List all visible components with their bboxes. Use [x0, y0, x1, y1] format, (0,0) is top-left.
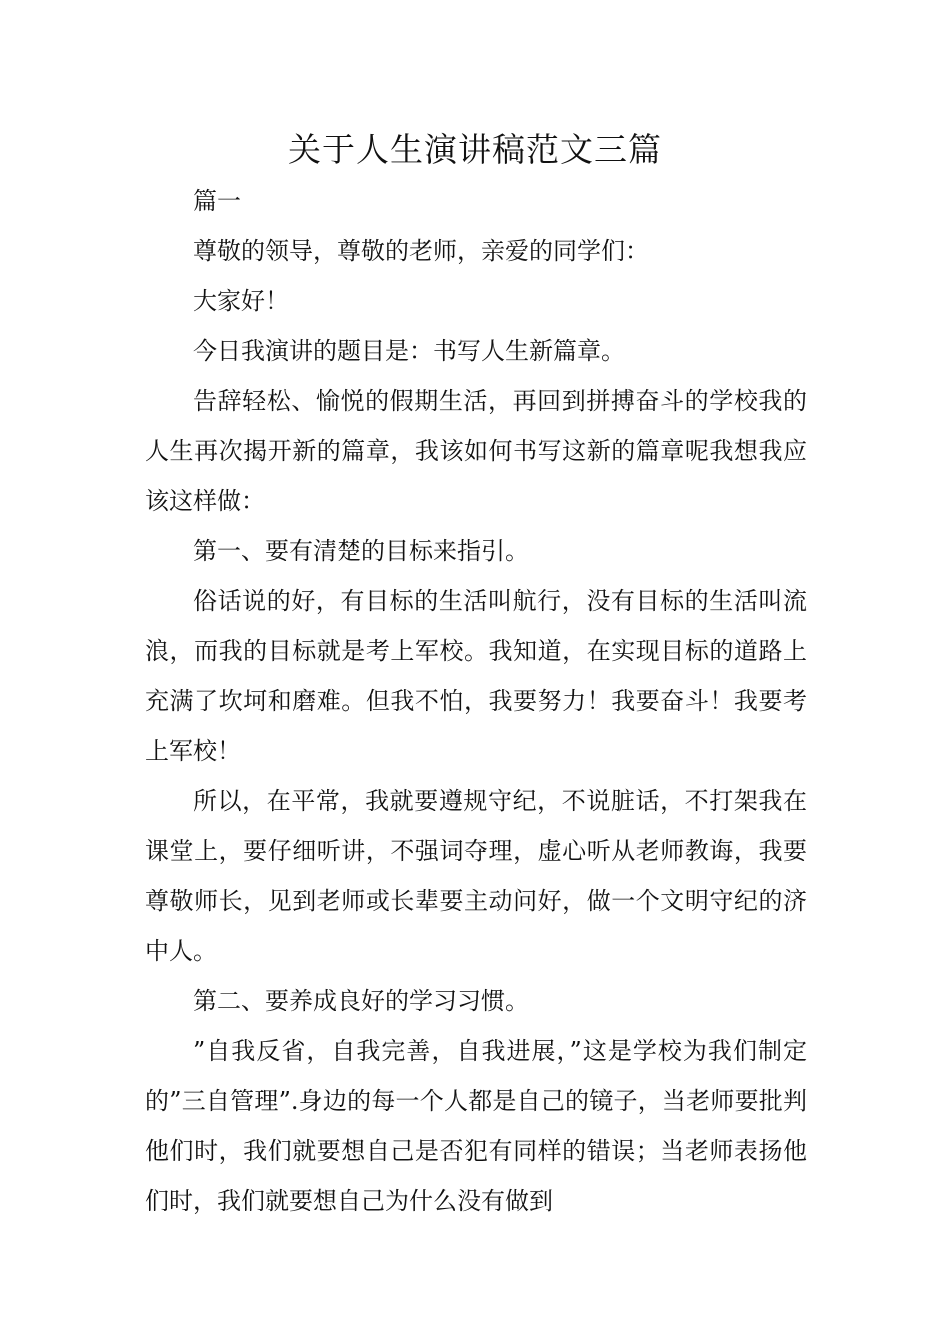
paragraph: 俗话说的好，有目标的生活叫航行，没有目标的生活叫流浪，而我的目标就是考上军校。我知道，在实现目标的道路上充满了坎坷和磨难。但我不怕，我要努力！我要奋斗！我要考上军校！: [145, 587, 807, 765]
paragraph: 告辞轻松、愉悦的假期生活，再回到拼搏奋斗的学校我的人生再次揭开新的篇章，我该如何书写这新的篇章呢我想我应该这样做：: [145, 387, 807, 515]
document-title: 关于人生演讲稿范文三篇: [288, 130, 662, 169]
paragraph: 第二、要养成良好的学习习惯。: [193, 987, 529, 1015]
paragraph: 篇一: [193, 187, 241, 215]
paragraph: 所以，在平常，我就要遵规守纪，不说脏话，不打架我在课堂上，要仔细听讲，不强词夺理，虚心听从老师教诲，我要尊敬师长，见到老师或长辈要主动问好，做一个文明守纪的济中人。: [145, 787, 807, 965]
document-body: [145, 176, 807, 1226]
paragraph: ”自我反省，自我完善，自我进展，”这是学校为我们制定的”三自管理”.身边的每一个人都是自己的镜子，当老师要批判他们时，我们就要想自己是否犯有同样的错误；当老师表扬他们时，我们就要想自己为什么没有做到: [145, 1037, 807, 1215]
paragraph: 大家好！: [193, 287, 289, 315]
paragraph: 尊敬的领导，尊敬的老师，亲爱的同学们：: [193, 237, 649, 265]
paragraph: 今日我演讲的题目是：书写人生新篇章。: [193, 337, 625, 365]
paragraph: 第一、要有清楚的目标来指引。: [193, 537, 529, 565]
